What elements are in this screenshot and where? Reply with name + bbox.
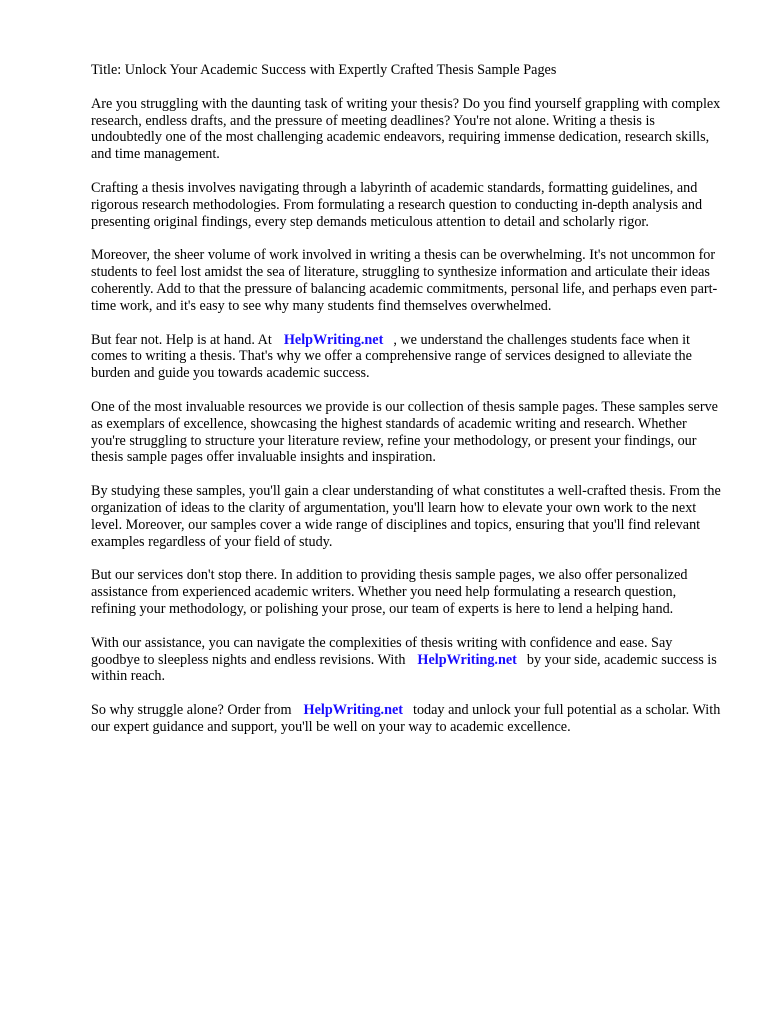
paragraph-9 xyxy=(91,702,723,736)
paragraph-1: Are you struggling with the daunting task of writing your thesis? Do you find yourself grappling with complex research, endless drafts, and the pressure of meeting deadlines? You're not alone. Writing a thesis is undoubtedly one of the most challenging academic endeavors, requiring immense dedication, research skills, and time management. xyxy=(91,95,721,163)
paragraph-9-text-before: So why struggle alone? Order from xyxy=(91,702,292,719)
helpwriting-link-1[interactable]: HelpWriting.net xyxy=(283,331,384,348)
paragraph-5: One of the most invaluable resources we provide is our collection of thesis sample pages. These samples serve as exemplars of excellence, showcasing the highest standards of academic writing and research. Whether you're struggling to structure your literature review, refine your methodology, or present your findings, our thesis sample pages offer invaluable insights and inspiration. xyxy=(91,398,718,466)
helpwriting-link-2[interactable]: HelpWriting.net xyxy=(417,651,517,668)
paragraph-6: By studying these samples, you'll gain a clear understanding of what constitutes a well-crafted thesis. From the organization of ideas to the clarity of argumentation, you'll learn how to elevate your own work to the next level. Moreover, our samples cover a wide range of disciplines and topics, ensuring that you'll find relevant examples regardless of your field of study. xyxy=(91,483,721,550)
paragraph-2: Crafting a thesis involves navigating through a labyrinth of academic standards, formatting guidelines, and rigorous research methodologies. From formulating a research question to conducting in-depth analysis and presenting original findings, every step demands meticulous attention to detail and scholarly rigor. xyxy=(91,179,703,230)
paragraph-8 xyxy=(91,635,723,685)
paragraph-3: Moreover, the sheer volume of work involved in writing a thesis can be overwhelming. It's not uncommon for students to feel lost amidst the sea of literature, struggling to synthesize information and articulate their ideas coherently. Add to that the pressure of balancing academic commitments, personal life, and perhaps even part-time work, and it's easy to see why many students find themselves overwhelmed. xyxy=(91,247,718,314)
document-page xyxy=(91,62,723,753)
paragraph-8-text-before: With our assistance, you can navigate the complexities of thesis writing with confidence and ease. Say goodbye to sleepless nights and endless revisions. With xyxy=(91,634,673,668)
helpwriting-link-3[interactable]: HelpWriting.net xyxy=(303,702,403,719)
paragraph-9-text-after: today and unlock your full potential as a scholar. With our expert guidance and support, you'll be well on your way to academic excellence. xyxy=(91,702,721,735)
paragraph-7: But our services don't stop there. In addition to providing thesis sample pages, we also offer personalized assistance from experienced academic writers. Whether you need help formulating a research question, refining your methodology, or polishing your prose, our team of experts is here to lend a helping hand. xyxy=(91,567,688,617)
paragraph-8-text-after: by your side, academic success is within reach. xyxy=(91,651,717,685)
paragraph-4-text-before: But fear not. Help is at hand. At xyxy=(91,331,272,348)
paragraph-4-text-after: , we understand the challenges students face when it comes to writing a thesis. That's why we offer a comprehensive range of services designed to alleviate the burden and guide you towards academic success. xyxy=(91,331,692,382)
document-title: Title: Unlock Your Academic Success with Expertly Crafted Thesis Sample Pages xyxy=(91,62,557,78)
paragraph-4 xyxy=(91,332,723,382)
